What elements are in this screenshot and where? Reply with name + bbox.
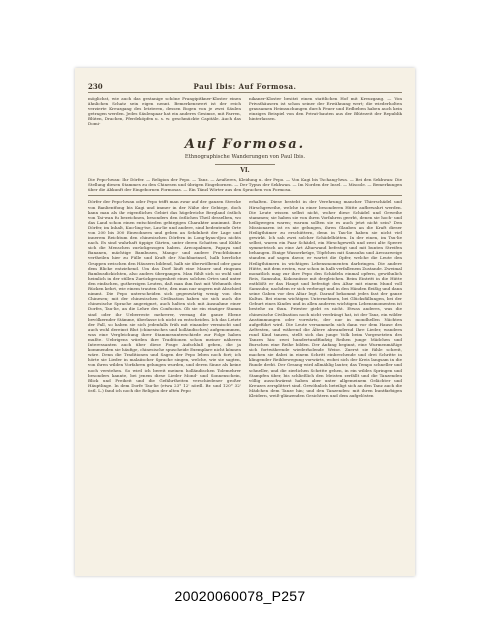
page-number: 230 — [88, 82, 103, 91]
scanned-page — [75, 68, 415, 576]
article-title: Auf Formosa. — [184, 136, 306, 152]
previous-article-right-column: nikaner-Kloster besitzt einen stattlichen Hof mit Kreuzgang. — Von Privathäusern ist schon seiner der Erwähnung wert; die wiederholten grausamen Heimsuchungen durch Feuer und Erdbeben haben auch kein einziges Beispiel von den Privat-bauten aus der Blütezeit der Republik hinterlassen. — [249, 96, 402, 122]
running-title: Paul Ibis: Auf Formosa. — [193, 82, 297, 91]
article-left-column: Dörfer der Pepo-hwan oder Pepo trifft man zwar auf der ganzen Strecke von Banlientfong bis Kagi und immer in der Nähe der Gebirge, doch kann man als ihr eigentliches Gebiet das hügelreiche Bergland östlich von Tai-wan fu bezeichnen, besonders den östlichen Theil desselben, wo das Land schon einen entschieden gebirgigen Charakter annimmt. Ihre Dörfer, im Inhalt, Kuo-ling-tse, Lau-lie und andere, sind bedeutende Orte von 200 bis 300 Einwohnern und geben an Sehdnheit der Lage und innerem Reichtum den chinesischen Dörfern in Long-kyau-djou nichts nach. Es sind wahrhaft üppige Gärten, unter deren Schatten und Kühle sich die Menschen zurückgezogen haben. Arecapalmen, Papaya und Bananen, mächtige Bambusen, Mango- und andere Fruchtbäume vertheilen hier zu Fülle und Kraft der Nachbarinsel, halb herrliche Gruppen zwischen den Häusern bildend, halb sie überwölbend oder ganz dem Blicke entziehend. Um das Dorf läuft eine Mauer und ringsum Bambusdickichten, also anders übergangen. Man fühlt sich so wohl und heimlich in der stillen Zurückgezogenheit eines solchen Ortes und unter den einfachen, gutherzigen Leuten, daß man ihm fast mit Wehmuth den Rücken kehrt, wie einem trauten Orte, den man nur ungern mit Abschied nimmt. Die Pepo unterscheiden sich gegenwärtig wenig von den Chinesen; mit der chinesischen Civilisation haben sie sich auch die chinesische Sprache angeeignet, auch halten sich mit Ausnahme einer Dorfes, Tau-lie, an die Lehre des Confucius. Ob sie ein einziger Stamm sind oder ihr Ueberreste mehrerer, vermag die ganze Ebene bevölkernder Stämme, überlasse ich nicht zu entscheiden. Ich das Letzte der Fall, so haben sie sich jedenfalls früh mit einander vermischt und auch wohl dereinst Blut (chinesisches und holländisches) aufgenommen, was eine Vergleichung ihrer Stammesunterschiede zur Folge haben mußte. Uebrigens würden ihre Traditionen schon meiner näheren Interessanten auch über diese Frage Aufschluß geben, die ja kommenden sie häufige, chinesische spuscheide Exemplare nicht können wäre. Denn die Traditionen und Sagen der Pepo leben noch fort; ich hörte sie Lieder in malaiischer Sprache singen, welche, wie sie sagten, von ihren wilden Vorfahren gelungen wurden, und deren Sinne als keine noch verstehen. So wird ich bereit meinen holländischen Tolemehrer besonders kannte, bei jenem diese Lieder Mond- und Sonnenschein, Blick und Freiheit und die Gefährtheiten verschiedener großer Häuptlinge. In dem Dorfe Tau-lie (etwa 23° 12' nördl. Br. und 120° 32' östl. L.) fand ich noch die Religion der alten Pepo — [88, 199, 241, 393]
previous-article-left-column: möglichst, wie auch das gestanige schöne Frangipitkner-Kloster einen ähnlichen Schatz sein eigen nennt. Bemerkenswert ist der reich verzierte Kreuzgang des letzteren, dessen Bogen von je zwei Säulen getragen werden. Jedes Säulenpaar hat ein anderes Gesimse, mit Farren, Blüten, Drachen, Pferdeköpfen u. s. w. geschmückte Capitäle. Auch das Domi- — [88, 96, 241, 127]
article-subtitle: Ethnographische Wanderungen von Paul Ibis. — [184, 153, 306, 160]
chapter-summary: Die Pepo-hwan: Ihr Dörfer. — Religion der Pepo. — Tanz. — Aeußeres, Kleidung u. der Pepo. — Von Kagi bis Tschang-hwa. — Bei den Sekhwan: Die Stellung diesen Stammes zu den Chinesen und übrigen Eingebornen. — Der Typus der Sekhwan. — Im Norden der Insel. — Misoole. — Bemerkungen über die Abkunft der Eingebornen Formosas. — Ein Tänzl Wörter aus den Sprachen von Formosa. — [88, 177, 402, 196]
page-content — [88, 82, 402, 398]
chapter-number: VI. — [240, 167, 250, 175]
running-header — [88, 82, 402, 93]
image-caption: 20020060078_P257 — [174, 588, 306, 604]
title-divider — [215, 164, 275, 165]
article-right-column: erhalten. Diese besteht in der Verehrung mancher Thierschädel und Hirschgeweihe, welche in einer besonderen Hütte aufbewahrt werden. Die Leute wissen selbst nicht, woher diese Schädel und Geweihe stammen; sie haben sie von ihren Vorfahren geerbt, denen sie hoch- und heiligwegen waren; warum sollten sie es auch jetzt nicht sein? Den Missionaren ist es nie gelungen, ihren Glauben an die Kraft dieser Heiligthümer zu erschüttern, denn in Tau-lie haben sie nicht viel gewirkt. Ich sah zwei solcher Schädelhütten. In der einen, im Tsu-lie selbst, waren ein Paar Schädel, ein Hirschgeweih und zwei alte Speere symmetrisch an eine Art Altarwand befestigt und mit bunten Streifen behangen. Einige Wasserkrüge, Töpfchen mit Samsuhu und Arecazweige standen auf sagen davor, er wartet die Opfer, welche die Leute den Heiligthümern in wichtigen Lebensmomenten darbringen. Die andere Hütte, mit dem ersten, war schon in halb verfallenem Zustande. Zweimal monatlich mag zur ihre Pepo den Schädeln einmal opfern, gewöhnlich Reis, Samsuhu, Kokosnüsse mit dergleichen. Beim Eintritt in die Hütte entblößt er das Haupt und befestigt den Altar mit einem Mund voll Samsuhu; nachdem er sich verbeugt und in den Händen fleißig und dann seine Gaben vor den Altar legt. Darauf bekommt jedes fast der ganze Kultus. Bei einem wichtigen Unternehmen, bei Glücksfällungen, bei der Geburt eines Kindes und in allen anderen wichtigen Lebensmomenten ist bestehe zu thun. Priester giebt es nicht. Etwas anderes, was die chinesische Civilisation noch nicht verdrängt hat, ist der Tanz, ein wilder Anstimmungen oder vorwärts, der nur in mondhellen Nächten aufgeführt wird. Die Leute versammeln sich dann vor dem Hause des Aeltesten, und während die Ältere abwandernd Ihre Lieder, wandern rund Kind tanzen, stellt sich das junge Volk beim Vorgesetzten des Tanzes hin: zwei hundertundfünfzig Reihen junge Mädchen und Burschen eine Reihe bilden. Der Anfang beginnt, eine Wurmenmäßige sich fortwährende wiederholende Weise. Zuerst sie fühle schreit, machen sie dabei in einem Schritt einbrechende und drei Schritte in klingender Reihbewegung vorwärts, wobei sich der Kreis langsam in die Runde dreht. Der Gesang wird allmählig lauter, das Tempo schneller und schneller, und die zierlichen Schritte gehen, in ein wildes Springen und Stampfen über, bis schließlich den Meisten zerfällt und die Tanzenden völlig ausschwärmt haben aber unter allgemeinem Gelächter und Kreuzes zersplittert sind. Gewöhnlich beteiligt sich an den Tanz auch die Mädchen dem Tanze hin; und den Tanzenden: mit ihren buntfarbigen Kleidern, weiß-glänzenden Gesichtern und dem aufgelösten — [249, 199, 402, 398]
previous-article-columns — [88, 96, 402, 127]
article-body — [88, 199, 402, 398]
